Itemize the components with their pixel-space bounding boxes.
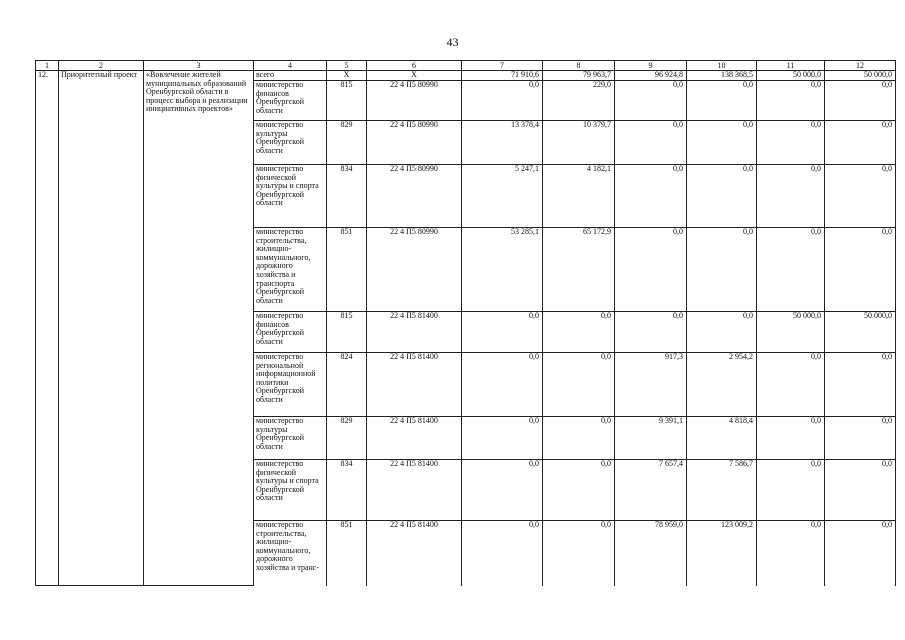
header-cell: 10 <box>687 61 757 71</box>
code-cell: 22 4 П5 80990 <box>367 228 462 312</box>
code-cell: 22 4 П5 81400 <box>367 353 462 417</box>
header-cell: 5 <box>327 61 367 71</box>
row-type: Приоритетный проект <box>59 71 144 586</box>
value-cell: 0,0 <box>757 521 825 586</box>
value-cell: 0,0 <box>615 121 687 165</box>
code-cell: 22 4 П5 80990 <box>367 121 462 165</box>
dept-cell: министерство финансов Оренбургской области <box>254 81 327 121</box>
value-cell: 0,0 <box>825 417 896 460</box>
value-cell: 50 000,0 <box>757 312 825 353</box>
value-cell: 0,0 <box>462 81 543 121</box>
value-cell: 0,0 <box>615 165 687 228</box>
header-cell: 3 <box>144 61 254 71</box>
code-cell: 22 4 П5 81400 <box>367 312 462 353</box>
value-cell: 0,0 <box>825 121 896 165</box>
value-cell: 79 963,7 <box>543 71 615 81</box>
value-cell: 0,0 <box>462 460 543 521</box>
value-cell: 0,0 <box>757 460 825 521</box>
gr-cell: 851 <box>327 228 367 312</box>
header-cell: 1 <box>36 61 59 71</box>
header-cell: 4 <box>254 61 327 71</box>
value-cell: 53 285,1 <box>462 228 543 312</box>
code-cell: 22 4 П5 81400 <box>367 521 462 586</box>
code-cell: Х <box>367 71 462 81</box>
dept-cell: министерство региональной информационной политики Оренбургской области <box>254 353 327 417</box>
value-cell: 0,0 <box>757 81 825 121</box>
header-cell: 6 <box>367 61 462 71</box>
value-cell: 0,0 <box>687 165 757 228</box>
value-cell: 0,0 <box>462 353 543 417</box>
header-cell: 9 <box>615 61 687 71</box>
value-cell: 96 924,8 <box>615 71 687 81</box>
value-cell: 5 247,1 <box>462 165 543 228</box>
value-cell: 0,0 <box>543 460 615 521</box>
value-cell: 7 586,7 <box>687 460 757 521</box>
gr-cell: 824 <box>327 353 367 417</box>
code-cell: 22 4 П5 80990 <box>367 165 462 228</box>
value-cell: 9 391,1 <box>615 417 687 460</box>
code-cell: 22 4 П5 81400 <box>367 460 462 521</box>
value-cell: 78 959,0 <box>615 521 687 586</box>
dept-cell: министерство финансов Оренбургской области <box>254 312 327 353</box>
gr-cell: 834 <box>327 460 367 521</box>
value-cell: 0,0 <box>543 312 615 353</box>
header-row <box>36 61 896 71</box>
value-cell: 4 818,4 <box>687 417 757 460</box>
dept-cell: министерство физической культуры и спорта Оренбургской области <box>254 460 327 521</box>
value-cell: 917,3 <box>615 353 687 417</box>
value-cell: 2 954,2 <box>687 353 757 417</box>
row-title: «Вовлечение жителей муниципальных образований Оренбургской области в процесс выбора и реализации инициативных проектов» <box>144 71 254 586</box>
value-cell: 50 000,0 <box>825 312 896 353</box>
value-cell: 65 172,9 <box>543 228 615 312</box>
value-cell: 0,0 <box>687 312 757 353</box>
value-cell: 0,0 <box>757 165 825 228</box>
value-cell: 229,0 <box>543 81 615 121</box>
value-cell: 0,0 <box>615 228 687 312</box>
value-cell: 13 378,4 <box>462 121 543 165</box>
gr-cell: 829 <box>327 417 367 460</box>
value-cell: 0,0 <box>757 353 825 417</box>
value-cell: 0,0 <box>825 353 896 417</box>
value-cell: 0,0 <box>462 521 543 586</box>
value-cell: 71 910,6 <box>462 71 543 81</box>
value-cell: 123 009,2 <box>687 521 757 586</box>
value-cell: 0,0 <box>543 521 615 586</box>
budget-table <box>35 60 896 586</box>
dept-cell: министерство строительства, жилищно-коммунального, дорожного хозяйства и транс- <box>254 521 327 586</box>
value-cell: 50 000,0 <box>825 71 896 81</box>
dept-cell: министерство культуры Оренбургской области <box>254 417 327 460</box>
value-cell: 0,0 <box>462 417 543 460</box>
value-cell: 0,0 <box>462 312 543 353</box>
value-cell: 0,0 <box>825 521 896 586</box>
value-cell: 0,0 <box>543 353 615 417</box>
header-cell: 11 <box>757 61 825 71</box>
value-cell: 138 368,5 <box>687 71 757 81</box>
dept-cell: министерство строительства, жилищно-коммунального, дорожного хозяйства и транспорта Оренбургской области <box>254 228 327 312</box>
dept-cell: министерство культуры Оренбургской области <box>254 121 327 165</box>
dept-cell: министерство физической культуры и спорта Оренбургской области <box>254 165 327 228</box>
value-cell: 0,0 <box>825 228 896 312</box>
gr-cell: 815 <box>327 81 367 121</box>
row-number: 12. <box>36 71 59 586</box>
value-cell: 0,0 <box>825 165 896 228</box>
value-cell: 0,0 <box>687 121 757 165</box>
value-cell: 7 657,4 <box>615 460 687 521</box>
value-cell: 0,0 <box>615 81 687 121</box>
value-cell: 0,0 <box>687 81 757 121</box>
gr-cell: 815 <box>327 312 367 353</box>
header-cell: 12 <box>825 61 896 71</box>
header-cell: 2 <box>59 61 144 71</box>
code-cell: 22 4 П5 81400 <box>367 417 462 460</box>
value-cell: 0,0 <box>757 228 825 312</box>
value-cell: 0,0 <box>825 81 896 121</box>
code-cell: 22 4 П5 80990 <box>367 81 462 121</box>
value-cell: 0,0 <box>757 417 825 460</box>
value-cell: 0,0 <box>543 417 615 460</box>
gr-cell: 851 <box>327 521 367 586</box>
dept-cell: всего <box>254 71 327 81</box>
header-cell: 8 <box>543 61 615 71</box>
value-cell: 0,0 <box>615 312 687 353</box>
value-cell: 50 000,0 <box>757 71 825 81</box>
gr-cell: 829 <box>327 121 367 165</box>
value-cell: 0,0 <box>757 121 825 165</box>
header-cell: 7 <box>462 61 543 71</box>
table-row <box>36 71 896 81</box>
value-cell: 0,0 <box>825 460 896 521</box>
page-number: 43 <box>446 35 459 49</box>
value-cell: 0,0 <box>687 228 757 312</box>
value-cell: 4 182,1 <box>543 165 615 228</box>
gr-cell: Х <box>327 71 367 81</box>
gr-cell: 834 <box>327 165 367 228</box>
value-cell: 10 379,7 <box>543 121 615 165</box>
